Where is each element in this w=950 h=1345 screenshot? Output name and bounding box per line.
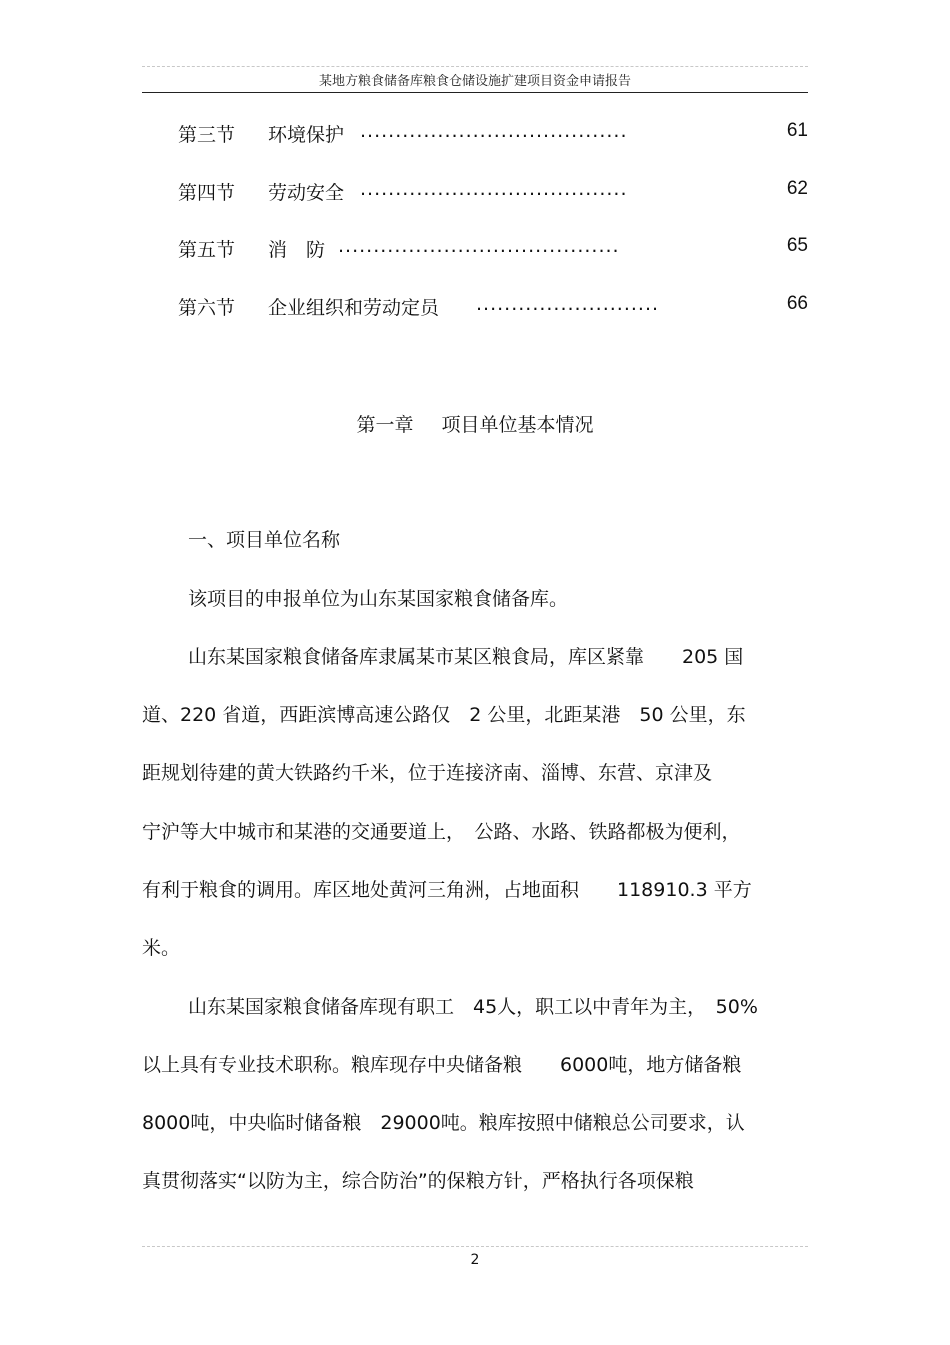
footer-dashed-line xyxy=(142,1246,808,1247)
header-dashed-line xyxy=(142,66,808,67)
toc-section: 第六节 xyxy=(178,297,236,319)
toc-section: 第五节 xyxy=(178,239,236,261)
toc-page: 66 xyxy=(786,293,808,314)
section-heading-text: 一、项目单位名称 xyxy=(188,529,341,551)
toc-entry xyxy=(178,178,808,208)
toc-title: 环境保护 xyxy=(268,124,345,146)
chapter-title: 项目单位基本情况 xyxy=(441,414,594,436)
toc-page: 61 xyxy=(786,120,808,141)
toc-section: 第四节 xyxy=(178,182,236,204)
paragraph-line: 8000吨，中央临时储备粮 29000吨。粮库按照中储粮总公司要求，认 xyxy=(142,1112,745,1134)
paragraph-line: 山东某国家粮食储备库现有职工 45人，职工以中青年为主， 50% xyxy=(188,996,758,1018)
paragraph-line: 距规划待建的黄大铁路约千米，位于连接济南、淄博、东营、京津及 xyxy=(142,762,713,784)
paragraph-line: 以上具有专业技术职称。粮库现存中央储备粮 6000吨，地方储备粮 xyxy=(142,1054,742,1076)
toc-entry xyxy=(178,120,808,150)
chapter-heading xyxy=(0,410,950,437)
toc-section: 第三节 xyxy=(178,124,236,146)
toc-page: 65 xyxy=(786,235,808,256)
paragraph-line: 山东某国家粮食储备库隶属某市某区粮食局，库区紧靠 205 国 xyxy=(188,646,744,668)
toc-entry xyxy=(178,293,808,323)
toc-entry xyxy=(178,235,808,265)
paragraph-line: 有利于粮食的调用。库区地处黄河三角洲，占地面积 118910.3 平方 xyxy=(142,879,752,901)
toc-title: 企业组织和劳动定员 xyxy=(268,297,440,319)
chapter-number: 第一章 xyxy=(356,414,414,436)
toc-leader: ...................................... xyxy=(360,178,628,200)
toc-leader: ...................................... xyxy=(360,120,628,142)
toc-page: 62 xyxy=(786,178,808,199)
toc-leader: ........................................ xyxy=(338,235,620,257)
header-rule xyxy=(142,92,808,93)
paragraph-line: 该项目的申报单位为山东某国家粮食储备库。 xyxy=(188,588,569,610)
paragraph-line: 真贯彻落实“以防为主，综合防治”的保粮方针，严格执行各项保粮 xyxy=(142,1170,694,1192)
toc-title: 消 防 xyxy=(268,239,326,261)
page-number: 2 xyxy=(470,1252,480,1268)
paragraph-line: 宁沪等大中城市和某港的交通要道上， 公路、水路、铁路都极为便利， xyxy=(142,821,741,843)
toc-title: 劳动安全 xyxy=(268,182,345,204)
paragraph-line: 道、220 省道，西距滨博高速公路仅 2 公里，北距某港 50 公里，东 xyxy=(142,704,746,726)
running-header: 某地方粮食储备库粮食仓储设施扩建项目资金申请报告 xyxy=(318,74,631,89)
toc-leader: .......................... xyxy=(476,293,660,315)
paragraph-line: 米。 xyxy=(142,937,181,959)
